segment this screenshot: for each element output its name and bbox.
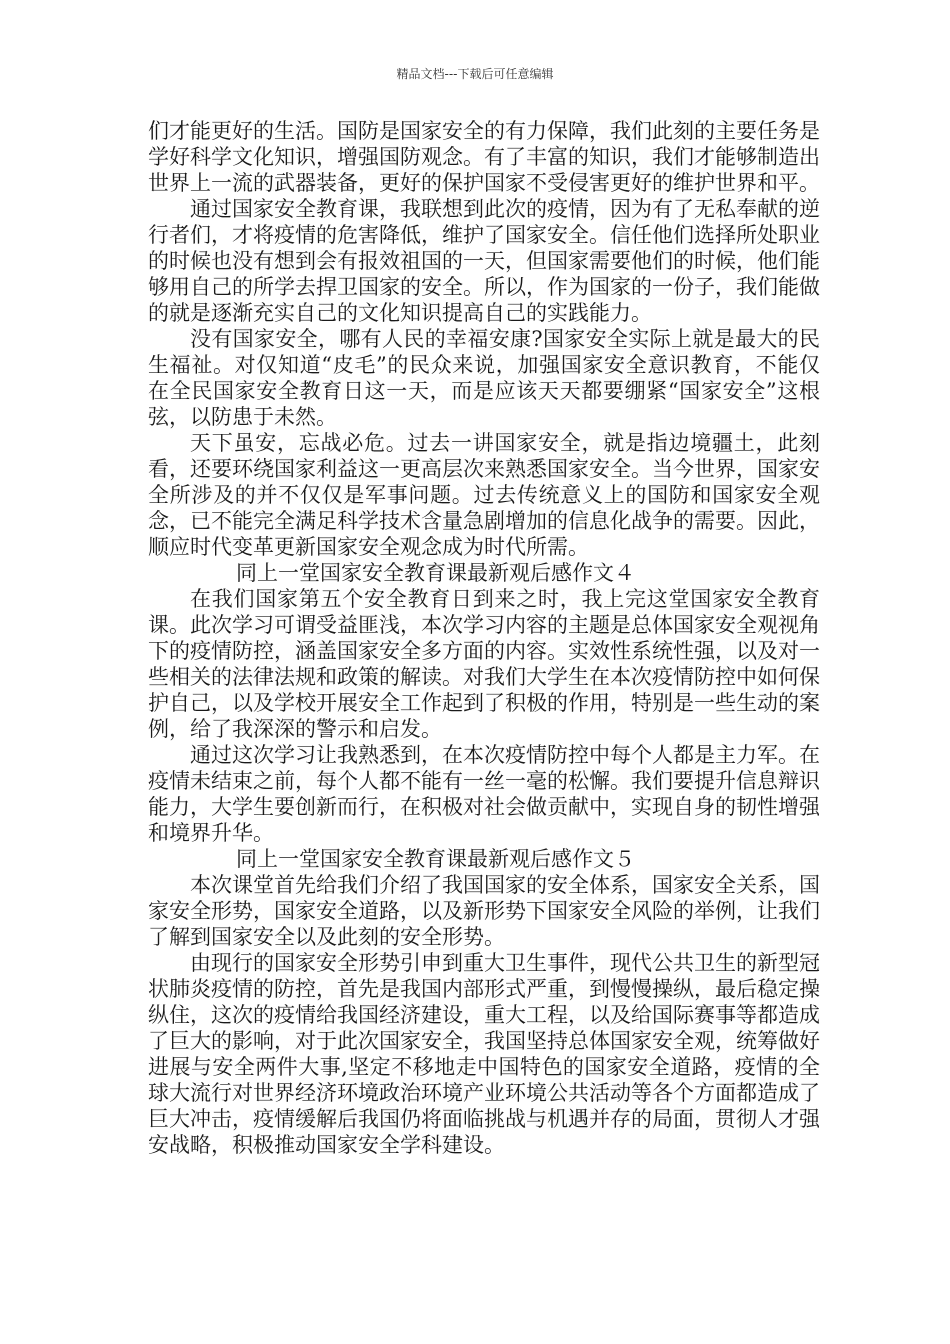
paragraph: 在我们国家第五个安全教育日到来之时，我上完这堂国家安全教育课。此次学习可谓受益匪浅，本次学习内容的主题是总体国家安全观视角下的疫情防控，涵盖国家安全多方面的内容。实效性系统性强，以及对一些相关的法律法规和政策的解读。对我们大学生在本次疫情防控中如何保护自己，以及学校开展安全工作起到了积极的作用，特别是一些生动的案例，给了我深深的警示和启发。 xyxy=(148,587,820,741)
section-heading: 同上一堂国家安全教育课最新观后感作文４ xyxy=(236,561,635,585)
document-body xyxy=(148,118,820,1158)
section-heading: 同上一堂国家安全教育课最新观后感作文５ xyxy=(236,847,635,871)
paragraph: 通过国家安全教育课，我联想到此次的疫情，因为有了无私奉献的逆行者们，才将疫情的危害降低，维护了国家安全。信任他们选择所处职业的时候也没有想到会有报效祖国的一天，但国家需要他们的时候，他们能够用自己的所学去捍卫国家的安全。所以，作为国家的一份子，我们能做的就是逐渐充实自己的文化知识提高自己的实践能力。 xyxy=(148,197,820,325)
paragraph: 通过这次学习让我熟悉到，在本次疫情防控中每个人都是主力军。在疫情未结束之前，每个人都不能有一丝一毫的松懈。我们要提升信息辩识能力，大学生要创新而行，在积极对社会做贡献中，实现自身的韧性增强和境界升华。 xyxy=(148,743,820,845)
paragraph: 本次课堂首先给我们介绍了我国国家的安全体系，国家安全关系，国家安全形势，国家安全道路，以及新形势下国家安全风险的举例，让我们了解到国家安全以及此刻的安全形势。 xyxy=(148,873,820,949)
paragraph: 天下虽安，忘战必危。过去一讲国家安全，就是指边境疆土，此刻看，还要环绕国家利益这一更高层次来熟悉国家安全。当今世界，国家安全所涉及的并不仅仅是军事问题。过去传统意义上的国防和国家安全观念，已不能完全满足科学技术含量急剧增加的信息化战争的需要。因此，顺应时代变革更新国家安全观念成为时代所需。 xyxy=(148,431,820,559)
page-header: 精品文档---下载后可任意编辑 xyxy=(396,67,554,81)
paragraph: 们才能更好的生活。国防是国家安全的有力保障，我们此刻的主要任务是学好科学文化知识，增强国防观念。有了丰富的知识，我们才能够制造出世界上一流的武器装备，更好的保护国家不受侵害更好的维护世界和平。 xyxy=(148,119,820,195)
paragraph: 由现行的国家安全形势引申到重大卫生事件，现代公共卫生的新型冠状肺炎疫情的防控，首先是我国内部形式严重，到慢慢操纵，最后稳定操纵住，这次的疫情给我国经济建设，重大工程，以及给国际赛事等都造成了巨大的影响，对于此次国家安全，我国坚持总体国家安全观，统筹做好进展与安全两件大事,坚定不移地走中国特色的国家安全道路，疫情的全球大流行对世界经济环境政治环境产业环境公共活动等各个方面都造成了巨大冲击，疫情缓解后我国仍将面临挑战与机遇并存的局面，贯彻人才强安战略，积极推动国家安全学科建设。 xyxy=(148,951,820,1157)
paragraph: 没有国家安全，哪有人民的幸福安康?国家安全实际上就是最大的民生福祉。对仅知道“皮毛”的民众来说，加强国家安全意识教育，不能仅在全民国家安全教育日这一天，而是应该天天都要绷紧“国家安全”这根弦，以防患于未然。 xyxy=(148,327,820,429)
